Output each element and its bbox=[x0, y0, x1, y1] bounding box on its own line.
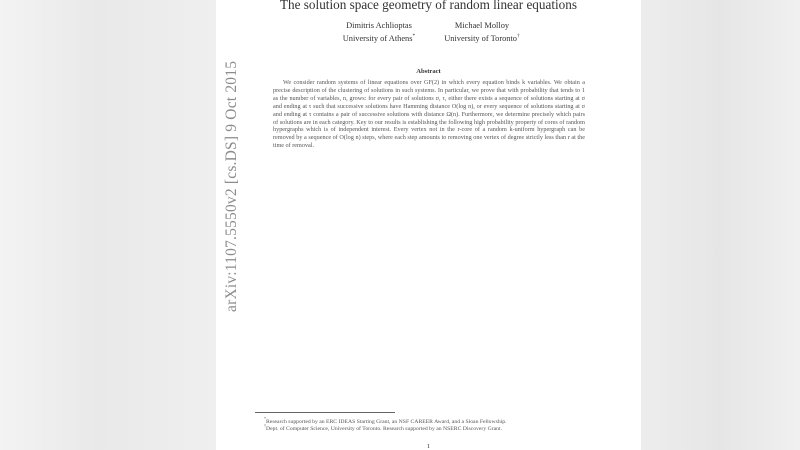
footnote: *Research supported by an ERC IDEAS Starting Grant, an NSF CAREER Award, and a Sloan Fellowship. bbox=[264, 416, 507, 425]
left-margin-background bbox=[0, 0, 216, 450]
footnote-mark: † bbox=[264, 423, 266, 428]
paper-page bbox=[216, 0, 641, 450]
arxiv-identifier-stamp: arXiv:1107.5550v2 [cs.DS] 9 Oct 2015 bbox=[223, 60, 240, 312]
page-number: 1 bbox=[426, 443, 431, 450]
author-block bbox=[407, 20, 557, 44]
footnote-mark: * bbox=[412, 33, 416, 39]
abstract-text: We consider random systems of linear equations over GF(2) in which every equation binds k variables. We obtain a precise description of the clustering of solutions in such systems. In particular, we prove that with probability that tends to 1 as the number of variables, n, grows: for every pair of solutions σ, τ, either there exists a sequence of solutions starting at σ and ending at τ such that successive solutions have Hamming distance O(log n), or every sequence of solutions starting at σ and ending at τ contains a pair of successive solutions with distance Ω(n). Furthermore, we determine precisely which pairs of solutions are in each category. Key to our results is establishing the following high probability property of cores of random hypergraphs which is of independent interest. Every vertex not in the r-core of a random k-uniform hypergraph can be removed by a sequence of O(log n) steps, where each step amounts to removing one vertex of degree strictly less than r at the time of removal. bbox=[273, 79, 585, 150]
author-name: Michael Molloy bbox=[454, 21, 510, 30]
abstract-heading: Abstract bbox=[416, 68, 441, 75]
author-affiliation: University of Athens* bbox=[342, 33, 416, 43]
author-name: Dimitris Achlioptas bbox=[346, 21, 412, 30]
footnote-mark: † bbox=[517, 33, 520, 39]
paper-title: The solution space geometry of random linear equations bbox=[280, 0, 577, 12]
footnote-mark: * bbox=[264, 416, 266, 421]
footnote: †Dept. of Computer Science, University of Toronto. Research supported by an NSERC Discovery Grant. bbox=[264, 423, 502, 432]
right-margin-background bbox=[641, 0, 800, 450]
author-affiliation: University of Toronto† bbox=[444, 33, 520, 43]
footnote-divider bbox=[255, 412, 395, 413]
